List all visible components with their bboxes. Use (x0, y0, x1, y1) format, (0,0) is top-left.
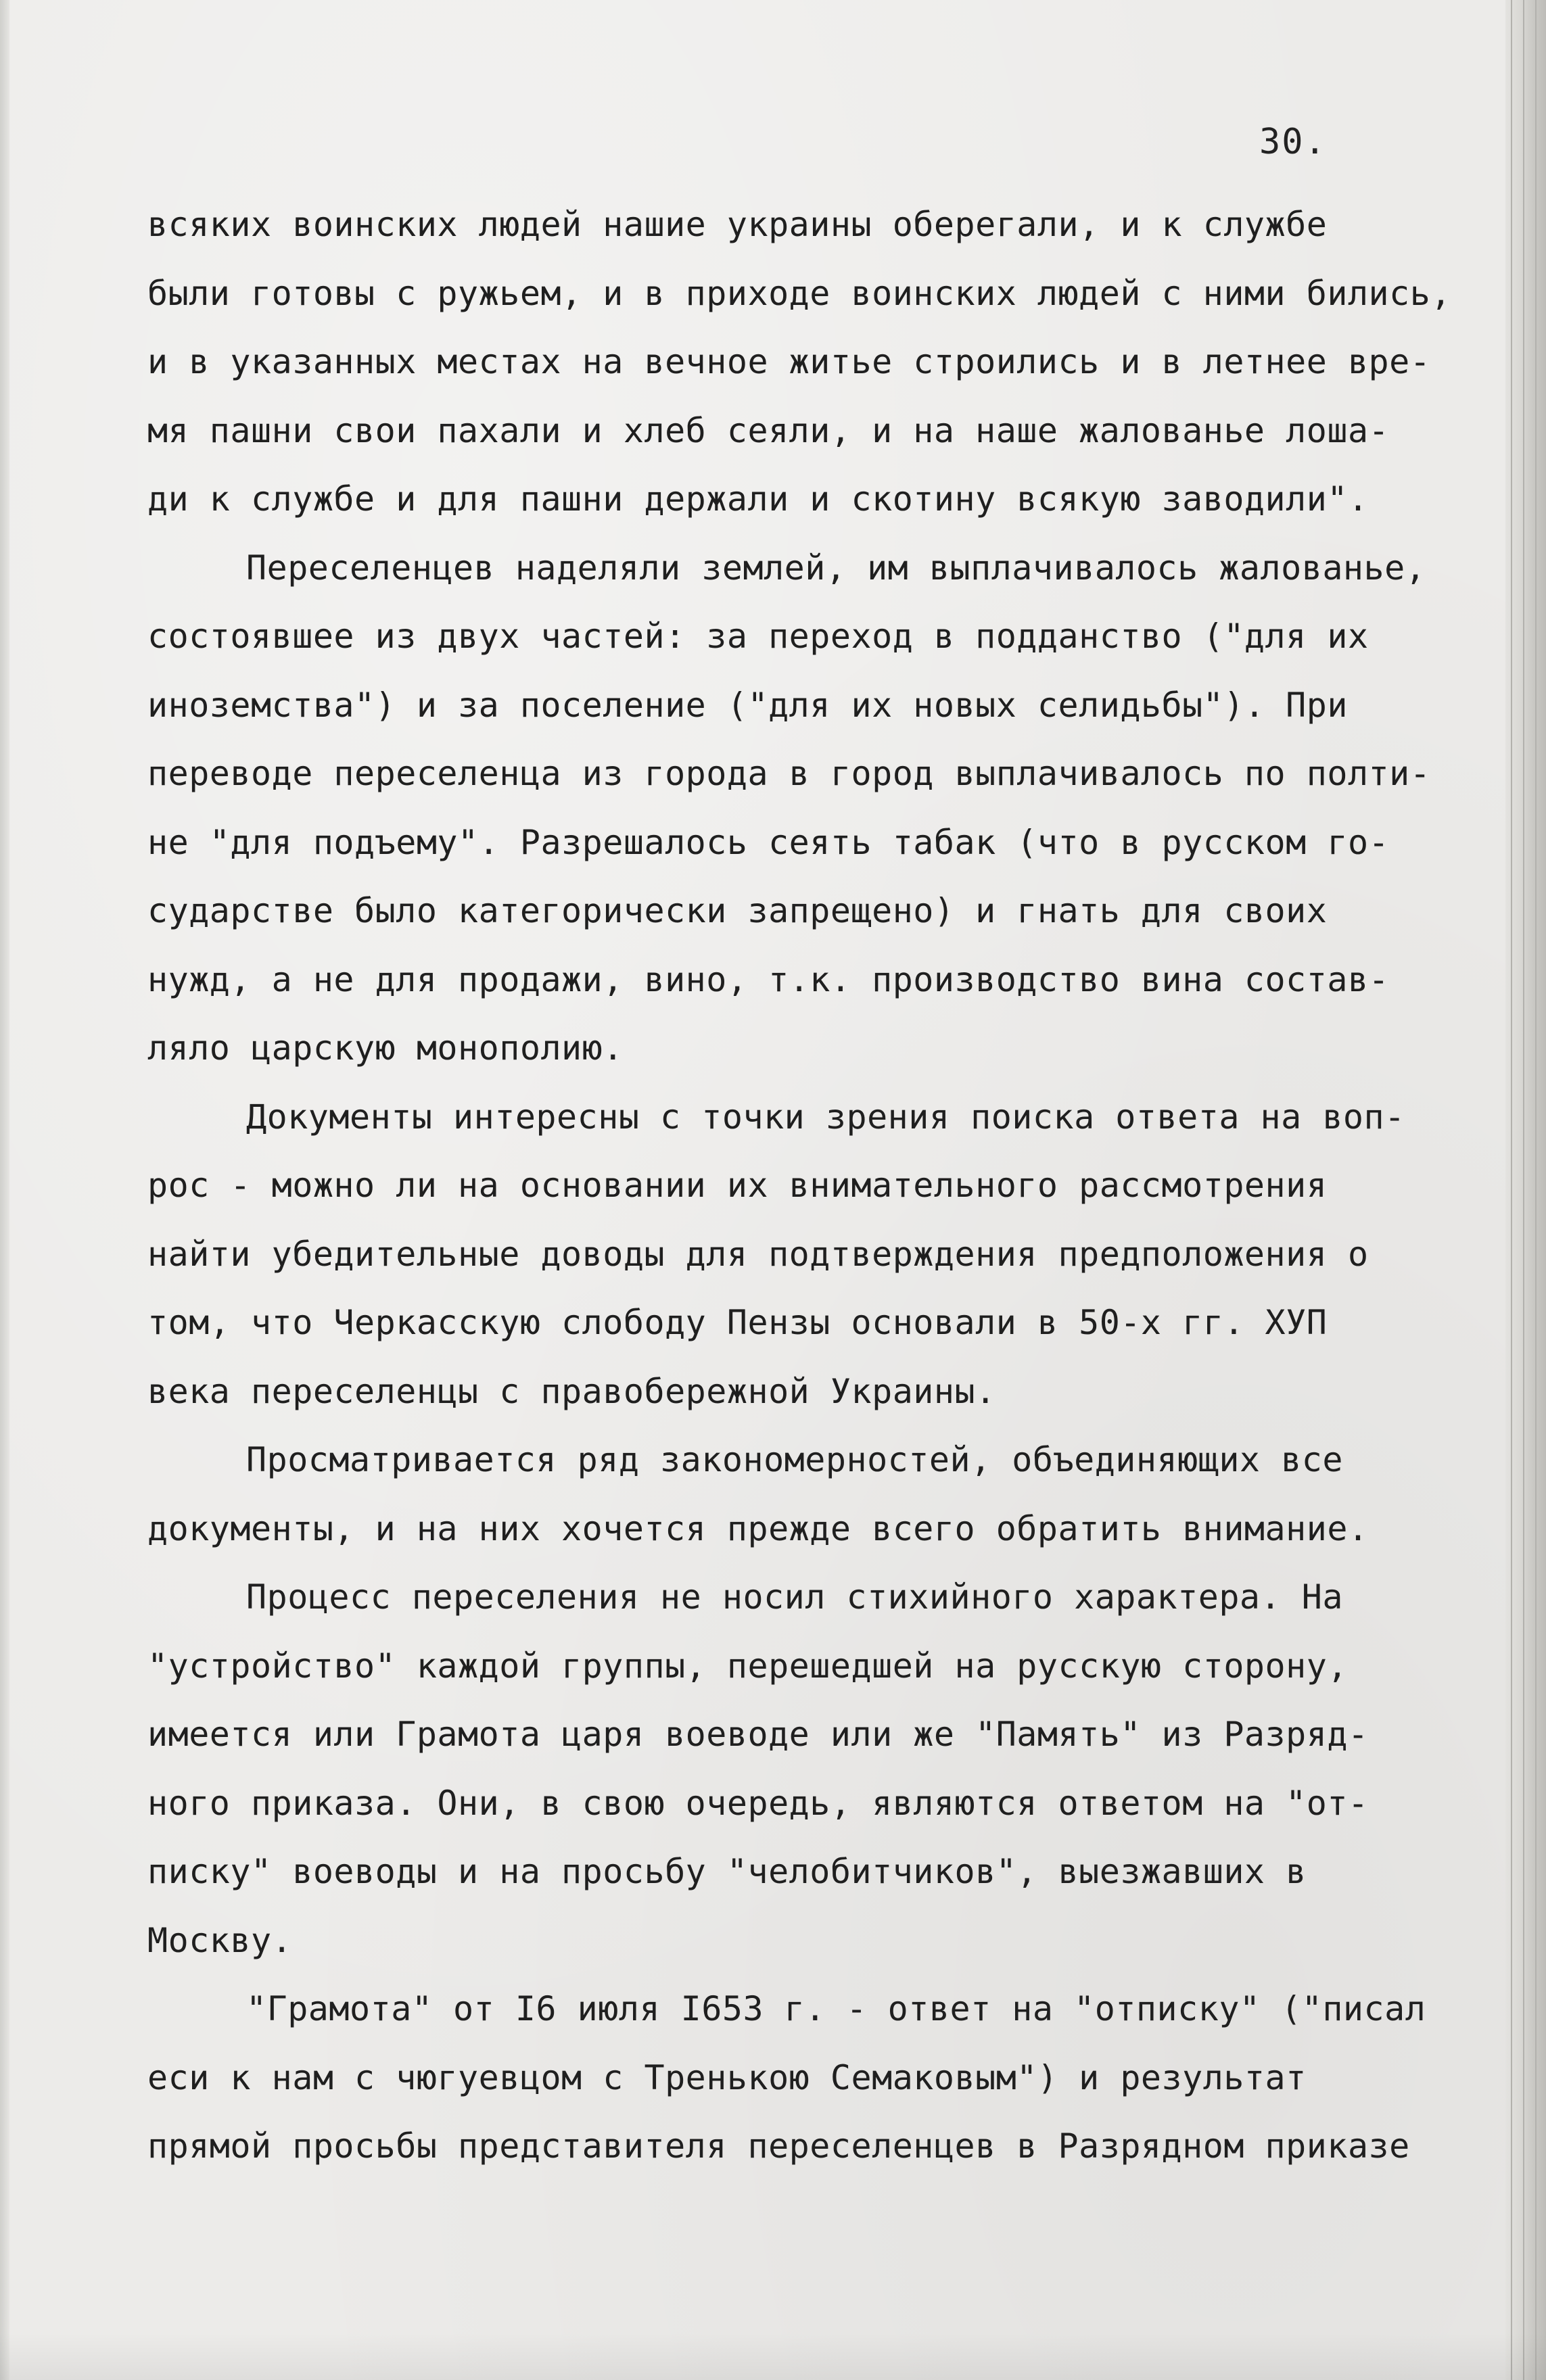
text-line: ляло царскую монополию. (147, 1028, 624, 1068)
text-line: писку" воеводы и на просьбу "челобитчиков", выезжавших в (147, 1852, 1307, 1891)
text-line: всяких воинских людей нашие украины оберегали, и к службе (147, 205, 1328, 244)
page-number: 30. (1259, 122, 1327, 162)
body-text (147, 191, 1486, 2181)
text-line: имеется или Грамота царя воеводе или же "Память" из Разряд- (147, 1715, 1369, 1754)
paragraph-start-line: Просматривается ряд закономерностей, объединяющих все (246, 1440, 1343, 1479)
paragraph-start-line: "Грамота" от I6 июля I653 г. - ответ на "отписку" ("писал (246, 1989, 1426, 2028)
paragraph-start-line: Процесс переселения не носил стихийного характера. На (246, 1577, 1343, 1617)
scan-binding-edge (1505, 0, 1546, 2380)
text-line: ного приказа. Они, в свою очередь, являются ответом на "от- (147, 1783, 1369, 1823)
text-line: переводе переселенца из города в город выплачивалось по полти- (147, 754, 1431, 793)
text-line: иноземства") и за поселение ("для их новых селидьбы"). При (147, 685, 1348, 725)
text-line: состоявшее из двух частей: за переход в подданство ("для их (147, 617, 1369, 656)
scan-bottom-shadow (0, 2333, 1546, 2380)
paragraph-start-line: Переселенцев наделяли землей, им выплачивалось жалованье, (246, 548, 1426, 588)
text-line: мя пашни свои пахали и хлеб сеяли, и на наше жалованье лоша- (147, 410, 1390, 450)
text-line: "устройство" каждой группы, перешедшей на русскую сторону, (147, 1646, 1348, 1686)
text-line: века переселенцы с правобережной Украины. (147, 1371, 996, 1411)
text-line: ди к службе и для пашни держали и скотину всякую заводили". (147, 479, 1369, 519)
text-line: нужд, а не для продажи, вино, т.к. производство вина состав- (147, 959, 1390, 999)
paragraph-start-line: Документы интересны с точки зрения поиска ответа на воп- (246, 1097, 1405, 1137)
text-line: найти убедительные доводы для подтверждения предположения о (147, 1234, 1369, 1274)
text-line: документы, и на них хочется прежде всего обратить внимание. (147, 1508, 1369, 1548)
text-line: прямой просьбы представителя переселенцев в Разрядном приказе (147, 2126, 1410, 2166)
text-line: и в указанных местах на вечное житье строились и в летнее вре- (147, 342, 1431, 381)
text-line: рос - можно ли на основании их внимательного рассмотрения (147, 1166, 1328, 1205)
text-line: не "для подъему". Разрешалось сеять табак (что в русском го- (147, 822, 1390, 862)
text-line: том, что Черкасскую слободу Пензы основали в 50-х гг. ХУП (147, 1303, 1328, 1342)
scan-left-edge (0, 0, 9, 2380)
text-line: сударстве было категорически запрещено) и гнать для своих (147, 891, 1328, 930)
text-line: Москву. (147, 1920, 293, 1960)
text-line: еси к нам с чюгуевцом с Тренькою Семаковым") и результат (147, 2057, 1307, 2097)
text-line: были готовы с ружьем, и в приходе воинских людей с ними бились, (147, 273, 1451, 313)
